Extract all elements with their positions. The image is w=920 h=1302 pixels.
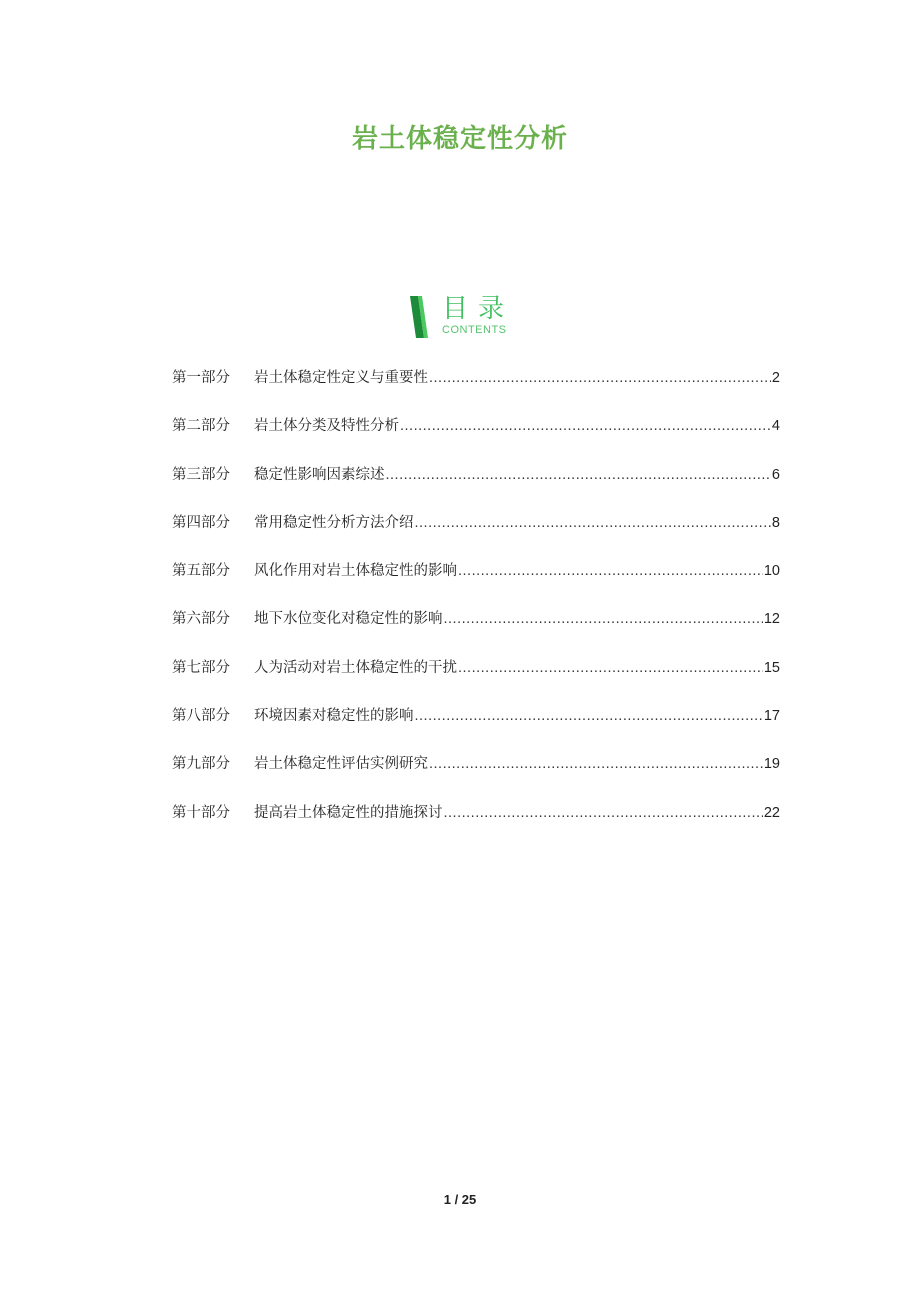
toc-dot-leader [429,370,771,386]
toc-entry-page: 22 [763,804,780,821]
toc-entry-part: 第九部分 [172,756,230,773]
toc-entry-page: 17 [763,708,780,725]
toc-entry-title: 风化作用对岩土体稳定性的影响 [254,563,457,580]
toc-entry-part: 第十部分 [172,804,230,821]
toc-entry-title: 岩土体稳定性评估实例研究 [254,756,428,773]
toc-header [408,294,538,340]
toc-entry[interactable] [172,752,780,800]
toc-entry[interactable] [172,801,780,849]
toc-entry-part: 第一部分 [172,370,230,386]
toc-entry-page: 12 [763,611,780,628]
toc-entry-part: 第四部分 [172,514,230,531]
toc-entry[interactable] [172,463,780,511]
toc-entry[interactable] [172,559,780,607]
toc-entry-page: 4 [771,418,780,435]
toc-entry-title: 环境因素对稳定性的影响 [254,708,414,725]
contents-logo-icon [408,296,434,338]
toc-dot-leader [429,756,763,772]
toc-entry-title: 提高岩土体稳定性的措施探讨 [254,804,443,821]
toc-entry-page: 2 [771,370,780,386]
toc-entry-page: 19 [763,756,780,773]
toc-entry[interactable] [172,704,780,752]
toc-entry-page: 6 [771,466,780,483]
toc-entry-title: 常用稳定性分析方法介绍 [254,514,414,531]
toc-entry-title: 岩土体分类及特性分析 [254,418,399,435]
toc-entry[interactable] [172,607,780,655]
toc-list [172,366,780,849]
toc-heading: 目录 [442,294,515,324]
toc-entry-title: 岩土体稳定性定义与重要性 [254,370,428,386]
toc-entry-part: 第七部分 [172,659,230,676]
toc-entry-part: 第三部分 [172,466,230,483]
toc-entry-part: 第二部分 [172,418,230,435]
toc-dot-leader [386,467,771,483]
toc-entry-page: 15 [763,659,780,676]
page-number: 1 / 25 [443,1192,477,1207]
toc-dot-leader [415,708,763,724]
toc-dot-leader [458,660,763,676]
toc-subheading: CONTENTS [442,324,507,336]
toc-entry-title: 人为活动对岩土体稳定性的干扰 [254,659,457,676]
toc-entry-part: 第八部分 [172,708,230,725]
toc-entry-page: 10 [763,563,780,580]
toc-dot-leader [415,515,771,531]
toc-entry-part: 第六部分 [172,611,230,628]
toc-entry-page: 8 [771,514,780,531]
toc-entry[interactable] [172,656,780,704]
document-title: 岩土体稳定性分析 [351,124,568,154]
toc-entry-title: 地下水位变化对稳定性的影响 [254,611,443,628]
toc-dot-leader [458,563,763,579]
toc-dot-leader [400,418,771,434]
toc-entry[interactable] [172,511,780,559]
toc-dot-leader [444,805,763,821]
toc-dot-leader [444,611,763,627]
toc-entry[interactable] [172,414,780,462]
toc-entry[interactable] [172,366,780,414]
toc-entry-part: 第五部分 [172,563,230,580]
toc-entry-title: 稳定性影响因素综述 [254,466,385,483]
